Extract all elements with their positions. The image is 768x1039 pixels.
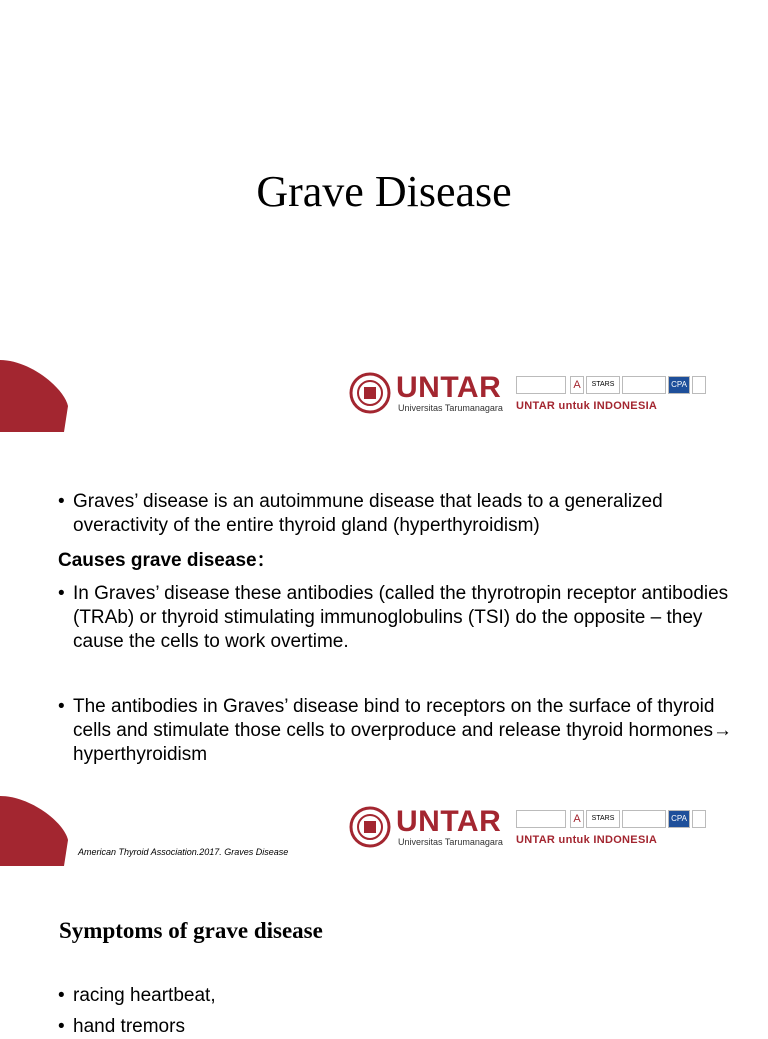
slide-symptoms: [0, 866, 768, 1037]
untar-subtitle: Universitas Tarumanagara: [398, 837, 503, 847]
bullet-mechanism-text: The antibodies in Graves’ disease bind to receptors on the surface of thyroid cells and stimulate those cells to overproduce and release thyroid hormones→ hyperthyroidism: [73, 696, 733, 765]
tagline-part-2: untuk: [558, 834, 590, 846]
bullet-icon: •: [58, 696, 65, 717]
citation: American Thyroid Association.2017. Graves Disease: [78, 847, 289, 857]
symptom-text: racing heartbeat,: [73, 985, 216, 1006]
badge-icaew: [710, 376, 750, 394]
bullet-icon: •: [58, 583, 65, 604]
corner-decoration: [0, 360, 70, 432]
untar-subtitle: Universitas Tarumanagara: [398, 403, 503, 413]
slide-title: [0, 0, 768, 432]
untar-name: UNTAR: [396, 805, 502, 838]
badge-cpa: CPA: [668, 810, 690, 828]
badge-times: [516, 810, 566, 828]
accreditation-badges: [516, 376, 752, 396]
untar-emblem-icon: [348, 806, 392, 848]
tagline-part-3: INDONESIA: [593, 400, 658, 412]
badge-times: [516, 376, 566, 394]
badge-stars: STARS: [586, 376, 620, 394]
untar-logo: [346, 372, 754, 420]
badge-icaew: [710, 810, 750, 828]
tagline-part-1: UNTAR: [516, 400, 556, 412]
bullet-icon: •: [58, 985, 65, 1006]
untar-name: UNTAR: [396, 371, 502, 404]
corner-decoration: [0, 796, 70, 866]
untar-logo: [346, 806, 754, 854]
tagline: [516, 834, 657, 846]
untar-emblem-icon: [348, 372, 392, 414]
badge-a: A: [570, 810, 584, 828]
accreditation-badges: [516, 810, 752, 830]
tagline-part-3: INDONESIA: [593, 834, 658, 846]
badge-crest: [692, 810, 706, 828]
tagline-part-1: UNTAR: [516, 834, 556, 846]
badge-crest: [692, 376, 706, 394]
slide-definition: [0, 432, 768, 866]
slide-title-text: Grave Disease: [256, 167, 512, 216]
badge-iso: [622, 810, 666, 828]
symptom-text: hand tremors: [73, 1016, 185, 1037]
causes-heading: Causes grave disease：: [58, 550, 276, 571]
bullet-causes-text: In Graves’ disease these antibodies (called the thyrotropin receptor antibodies (TRAb) or thyroid stimulating immunoglobulins (TSI) do the opposite – they cause the cells to work overtime.: [73, 583, 729, 652]
tagline-part-2: untuk: [558, 400, 590, 412]
badge-iso: [622, 376, 666, 394]
symptoms-title: Symptoms of grave disease: [59, 918, 323, 943]
badge-cpa: CPA: [668, 376, 690, 394]
bullet-icon: •: [58, 1016, 65, 1037]
tagline: [516, 400, 657, 412]
badge-a: A: [570, 376, 584, 394]
bullet-icon: •: [58, 491, 65, 512]
badge-stars: STARS: [586, 810, 620, 828]
bullet-intro-text: Graves’ disease is an autoimmune disease that leads to a generalized overactivity of the entire thyroid gland (hyperthyroidism): [73, 491, 663, 536]
